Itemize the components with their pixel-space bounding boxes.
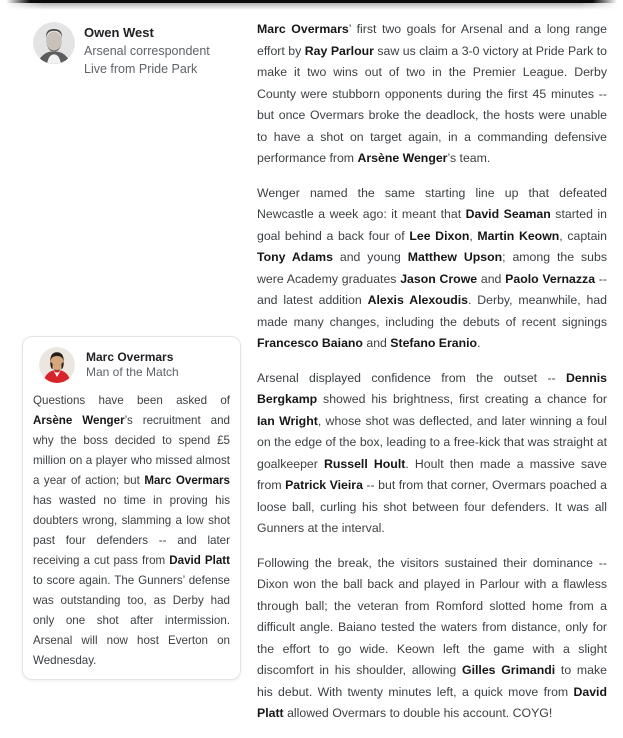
article-paragraph-4: Following the break, the visitors sustained their dominance -- Dixon won the ball back and played in Parlour with a flawless through ball; the veteran from Romford slotted home from a difficult angle. Baiano tested the waters from distance, only for the effort to go wide. Keown left the game with a slight discomfort in his shoulder, allowing Gilles Grimandi to make his debut. With twenty minutes left, a quick move from David Platt allowed Overmars to double his account. COYG! <box>257 555 607 720</box>
man-of-match-text: Questions have been asked of Arsène Wenger’s recruitment and why the boss decided to spend £5 million on a player who missed almost a year of action; but Marc Overmars has wasted no time in proving his doubters wrong, slamming a low shot past four defenders -- and later receiving a cut pass from David Platt to score again. The Gunners’ defense was outstanding too, as Derby had only one shot after intermission. Arsenal will now host Everton on Wednesday. <box>33 394 230 667</box>
author-text <box>84 22 210 78</box>
article-body <box>257 19 607 738</box>
top-bar-shadow <box>6 3 617 10</box>
player-subtitle: Man of the Match <box>86 365 179 379</box>
player-avatar-image <box>39 347 75 383</box>
author-location: Live from Pride Park <box>84 62 198 76</box>
author-name: Owen West <box>84 25 154 40</box>
player-text <box>86 350 179 380</box>
man-of-match-header <box>33 347 230 383</box>
top-shadow-bar <box>0 0 623 12</box>
article-paragraph-3: Arsenal displayed confidence from the outset -- Dennis Bergkamp showed his brightness, first creating a chance for Ian Wright, whose shot was deflected, and later winning a foul on the edge of the box, leading to a free-kick that was straight at goalkeeper Russell Hoult. Hoult then made a massive save from Patrick Vieira -- but from that corner, Overmars poached a loose ball, curling his shot between four defenders. It was all Gunners at the interval. <box>257 370 608 535</box>
author-byline <box>33 22 210 78</box>
player-name: Marc Overmars <box>86 350 174 364</box>
article-paragraph-1: Marc Overmars’ first two goals for Arsenal and a long range effort by Ray Parlour saw us claim a 3-0 victory at Pride Park to make it two wins out of two in the Premier League. Derby County were stubborn opponents during the first 45 minutes -- but once Overmars broke the deadlock, the hosts were unable to have a shot on target again, in a commanding defensive performance from Arsène Wenger’s team. <box>257 22 608 165</box>
author-avatar <box>33 22 75 64</box>
player-avatar <box>39 347 75 383</box>
article-paragraph-2: Wenger named the same starting line up that defeated Newcastle a week ago: it meant that David Seaman started in goal behind a back four of Lee Dixon, Martin Keown, captain Tony Adams and young Matthew Upson; among the subs were Academy graduates Jason Crowe and Paolo Vernazza -- and latest addition Alexis Alexoudis. Derby, meanwhile, had made many changes, including the debuts of recent signings Francesco Baiano and Stefano Eranio. <box>257 185 608 350</box>
author-avatar-image <box>33 22 75 64</box>
author-role: Arsenal correspondent <box>84 44 210 58</box>
man-of-match-card <box>22 336 241 680</box>
